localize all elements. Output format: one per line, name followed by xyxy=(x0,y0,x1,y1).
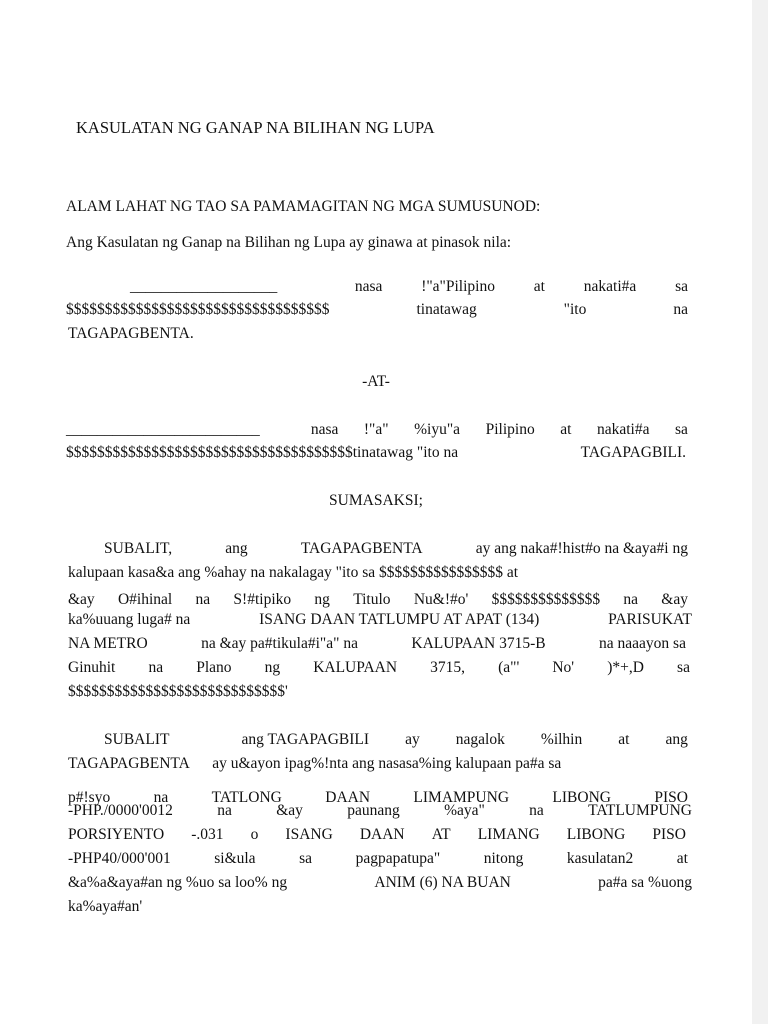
para2-line-6: &a%a&aya#an ng %uo sa loo% ng ANIM (6) NA BUAN pa#a sa %uong xyxy=(68,874,692,891)
seller-line-3: TAGAPAGBENTA. xyxy=(68,325,194,342)
blank-line: _________________________ xyxy=(66,421,260,438)
para2-line-5: -PHP40/000'001 si&ula sa pagpapatupa" nitong kasulatan2 at xyxy=(68,850,688,867)
para1-line-5: NA METRO na &ay pa#tikula#i"a" na KALUPAAN 3715-B na naaayon sa xyxy=(68,635,686,652)
para1-line-4: ka%uuang luga# na ISANG DAAN TATLUMPU AT APAT (134) PARISUKAT xyxy=(68,611,692,628)
scrollbar-track[interactable] xyxy=(752,0,768,1024)
para2-line-7: ka%aya#an' xyxy=(68,898,143,915)
para1-line-7: $$$$$$$$$$$$$$$$$$$$$$$$$$$$' xyxy=(68,683,288,700)
witness-heading: SUMASAKSI; xyxy=(329,492,423,509)
buyer-line-1: _________________________ nasa !"a" %iyu"a Pilipino at nakati#a sa xyxy=(66,421,688,438)
para2-line-3b: -PHP./0000'0012 na &ay paunang %aya" na TATLUMPUNG xyxy=(68,802,692,819)
blank-line: ___________________ xyxy=(130,278,278,295)
para2-line-2: TAGAPAGBENTA ay u&ayon ipag%!nta ang nasasa%ing kalupaan pa#a sa xyxy=(68,755,562,772)
para1-line-2: kalupaan kasa&a ang %ahay na nakalagay "ito sa $$$$$$$$$$$$$$$$ at xyxy=(68,564,519,581)
and-separator: -AT- xyxy=(362,373,390,390)
seller-line-1: ___________________ nasa !"a"Pilipino at nakati#a sa xyxy=(130,278,688,295)
section-heading: ALAM LAHAT NG TAO SA PAMAMAGITAN NG MGA SUMUSUNOD: xyxy=(66,198,541,215)
para2-line-3: p#!syo na TATLONG DAAN LIMAMPUNG LIBONG PISO xyxy=(68,789,688,806)
para2-line-4: PORSIYENTO -.031 o ISANG DAAN AT LIMANG LIBONG PISO xyxy=(68,826,686,843)
para1-line-3: &ay O#ihinal na S!#tipiko ng Titulo Nu&!#o' $$$$$$$$$$$$$$ na &ay xyxy=(68,591,688,608)
para1-line-1: SUBALIT, ang TAGAPAGBENTA ay ang naka#!hist#o na &aya#i ng xyxy=(104,540,688,557)
para1-line-6: Ginuhit na Plano ng KALUPAAN 3715, (a"' No' )*+,D sa xyxy=(68,659,690,676)
intro-paragraph: Ang Kasulatan ng Ganap na Bilihan ng Lupa ay ginawa at pinasok nila: xyxy=(66,234,512,251)
seller-line-2: $$$$$$$$$$$$$$$$$$$$$$$$$$$$$$$$$$ tinatawag "ito na xyxy=(66,301,688,318)
para2-line-1: SUBALIT ang TAGAPAGBILI ay nagalok %ilhin at ang xyxy=(104,731,688,748)
buyer-line-2: $$$$$$$$$$$$$$$$$$$$$$$$$$$$$$$$$$$$$tinatawag "ito na TAGAPAGBILI. xyxy=(66,444,686,461)
document-title: KASULATAN NG GANAP NA BILIHAN NG LUPA xyxy=(76,118,435,137)
